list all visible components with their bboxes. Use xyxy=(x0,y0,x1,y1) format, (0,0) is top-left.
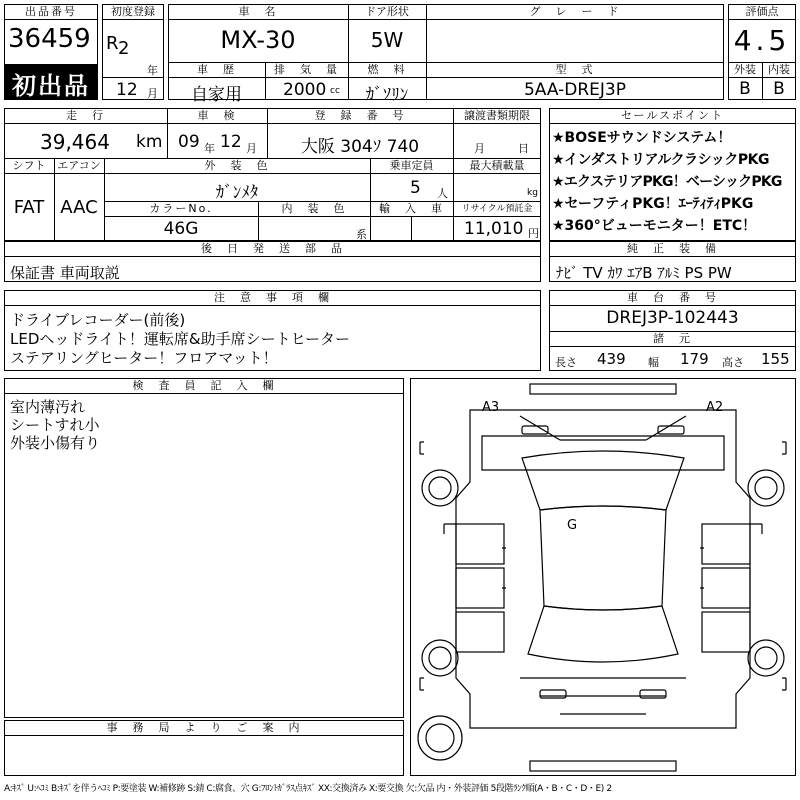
later-parts-value: 保証書 車両取説 xyxy=(10,264,120,282)
capacity-unit: 人 xyxy=(437,187,448,200)
capacity-label: 乗車定員 xyxy=(389,159,434,172)
door-type: 5W xyxy=(370,28,404,52)
length-label: 長さ xyxy=(555,356,577,369)
aircon-label: エアコン xyxy=(57,159,101,172)
transfer-docs-label: 譲渡書類期限 xyxy=(464,109,530,122)
inspector-line: 室内薄汚れ xyxy=(10,398,86,416)
length-value: 439 xyxy=(597,350,626,368)
sales-point-item: ★セーフティPKG！ｴｰﾃｨﾃｨPKG xyxy=(552,196,754,212)
inspector-line: 外装小傷有り xyxy=(10,434,101,452)
exterior-color-label: 外 装 色 xyxy=(204,159,270,172)
damage-mark-a3: A3 xyxy=(482,400,500,415)
mileage-value: 39,464 xyxy=(40,130,110,154)
sales-point-item: ★インダストリアルクラシックPKG xyxy=(552,152,769,168)
notes-line: ドライブレコーダー(前後) xyxy=(10,311,186,329)
door-label: ドア形状 xyxy=(365,5,409,18)
score-value: 4.5 xyxy=(733,24,791,57)
later-parts-label: 後 日 発 送 部 品 xyxy=(201,242,344,255)
max-load-label: 最大積載量 xyxy=(469,159,525,172)
sales-point-item: ★BOSEサウンドシステム！ xyxy=(552,130,732,146)
damage-mark-a2: A2 xyxy=(706,400,724,415)
recycle-value: 11,010 xyxy=(464,219,524,239)
exterior-color: ｶﾞﾝﾒﾀ xyxy=(215,183,259,203)
capacity-value: 5 xyxy=(410,178,421,198)
interior-color-unit: 系 xyxy=(356,228,367,241)
width-value: 179 xyxy=(680,350,709,368)
chassis-number: DREJ3P-102443 xyxy=(606,308,739,328)
import-label: 輸 入 車 xyxy=(379,202,444,215)
chassis-label: 車 台 番 号 xyxy=(627,291,718,304)
aircon-value: AAC xyxy=(60,197,98,218)
notes-line: LEDヘッドライト！運転席&助手席シートヒーター xyxy=(10,330,351,348)
sales-point-item: ★エクステリアPKG！ベーシックPKG xyxy=(552,174,782,190)
color-no: 46G xyxy=(163,219,199,239)
inspection-label: 車 検 xyxy=(197,109,237,122)
car-name-label: 車 名 xyxy=(238,5,278,18)
car-name: MX-30 xyxy=(220,26,296,54)
interior-grade: B xyxy=(773,79,785,99)
mileage-unit: km xyxy=(136,132,163,152)
displacement-unit: cc xyxy=(330,86,340,96)
score-label: 評価点 xyxy=(745,5,779,18)
inspector-label: 検 査 員 記 入 欄 xyxy=(132,379,276,392)
lot-number-label: 出品番号 xyxy=(25,5,77,18)
month-unit: 月 xyxy=(147,87,158,100)
max-load-unit: kg xyxy=(527,188,538,198)
transfer-month-unit: 月 xyxy=(474,142,485,155)
equipment-label: 純 正 装 備 xyxy=(627,242,718,255)
first-listing-text: 初出品 xyxy=(12,72,90,100)
specs-box xyxy=(4,108,541,241)
model-value: 5AA-DREJ3P xyxy=(523,80,627,100)
inspection-month-unit: 月 xyxy=(246,142,257,155)
height-value: 155 xyxy=(761,350,790,368)
interior-grade-label: 内装 xyxy=(768,63,790,76)
fuel-label: 燃 料 xyxy=(367,63,407,76)
first-reg-month: 12 xyxy=(116,80,138,100)
inspection-year-unit: 年 xyxy=(204,142,215,155)
era-letter: R xyxy=(106,33,119,54)
legend-text: A:ｷｽﾞ U:ﾍｺﾐ B:ｷｽﾞを伴うﾍｺﾐ P:要塗装 W:補修跡 S:錆 C:腐食、穴 G:ﾌﾛﾝﾄｶﾞﾗｽ点ｷｽﾞ XX:交換済み X:要交換 欠:欠品 内・外装評価 5段階ﾗﾝｸ順(A・B・C・D・E) 2 xyxy=(4,784,612,794)
dimensions-label: 諸 元 xyxy=(653,332,692,345)
color-no-label: カラーNo. xyxy=(149,202,213,215)
equipment-value: ﾅﾋﾞ TV ｶﾜ ｴｱB ｱﾙﾐ PS PW xyxy=(556,264,732,282)
width-label: 幅 xyxy=(648,356,659,369)
year-unit: 年 xyxy=(147,64,158,77)
notes-label: 注 意 事 項 欄 xyxy=(214,291,331,304)
sales-point-item: ★360°ビューモニター！ETC！ xyxy=(552,218,757,234)
history-label: 車 歴 xyxy=(197,63,236,76)
transfer-day-unit: 日 xyxy=(518,142,529,155)
displacement-value: 2000 xyxy=(283,80,327,100)
inspection-year: 09 xyxy=(178,132,200,152)
fuel-value: ｶﾞｿﾘﾝ xyxy=(365,85,409,105)
notes-line: ステアリングヒーター！フロアマット！ xyxy=(10,349,278,367)
car-diagram xyxy=(410,378,796,776)
exterior-grade: B xyxy=(739,79,751,99)
inspector-line: シートすれ小 xyxy=(10,416,100,434)
office-label: 事 務 局 よ り ご 案 内 xyxy=(106,721,302,734)
shift-value: FAT xyxy=(13,197,45,218)
mileage-label: 走 行 xyxy=(66,109,105,122)
first-registration-label: 初度登録 xyxy=(111,5,155,18)
shift-label: シフト xyxy=(12,159,46,172)
sales-points-label: セールスポイント xyxy=(620,109,724,122)
model-label: 型 式 xyxy=(555,63,595,76)
inspection-month: 12 xyxy=(220,132,242,152)
registration-number: 大阪 304ｿ 740 xyxy=(300,137,420,157)
exterior-grade-label: 外装 xyxy=(734,63,756,76)
recycle-label: リサイクル預託金 xyxy=(461,204,533,214)
grade-label: グ レ ー ド xyxy=(529,5,621,18)
history-value: 自家用 xyxy=(191,85,242,105)
damage-mark-g: G xyxy=(567,518,578,533)
displacement-label: 排 気 量 xyxy=(274,63,339,76)
era-year: 2 xyxy=(118,38,130,59)
registration-label: 登 録 番 号 xyxy=(314,109,406,122)
height-label: 高さ xyxy=(722,356,744,369)
recycle-unit: 円 xyxy=(528,227,539,240)
lot-number: 36459 xyxy=(8,24,91,54)
interior-color-label: 内 装 色 xyxy=(281,202,347,215)
